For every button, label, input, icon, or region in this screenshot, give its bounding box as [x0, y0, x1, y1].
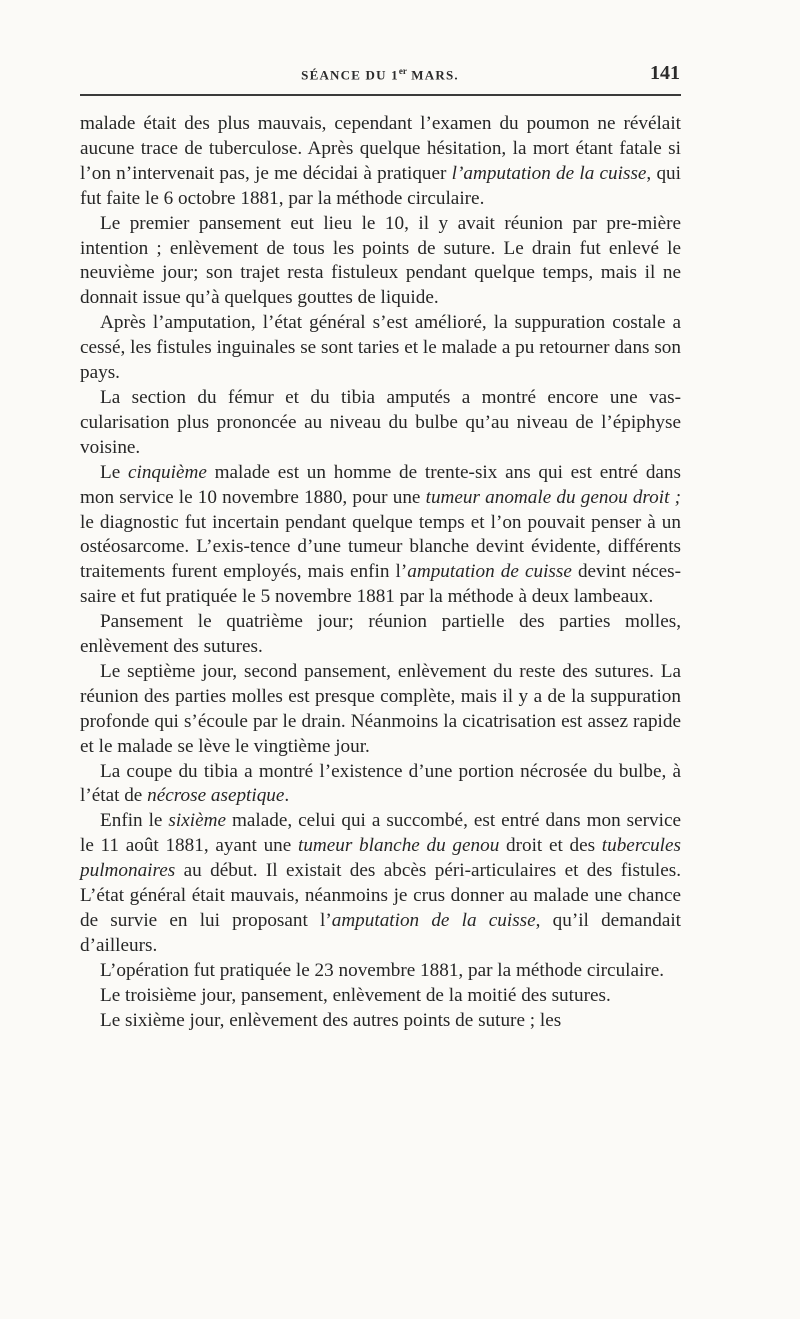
text-run: Le septième jour, second pansement, enlèvement du reste des sutures. La réunion des parties molles est presque complète, mais il y a de la suppuration profonde qui s’écoule par le drain. Néanmoins la cicatrisation est assez rapide et le malade se lève le vingtième jour. — [80, 660, 681, 757]
text-run: . — [284, 785, 290, 807]
text-run: L’opération fut pratiquée le 23 novembre 1881, par la méthode circulaire. — [100, 959, 665, 981]
paragraph — [80, 610, 681, 660]
text-run: Pansement le quatrième jour; réunion partielle des parties molles, enlèvement des sutures. — [80, 611, 681, 658]
italic-text: nécrose aseptique — [147, 785, 285, 807]
paragraph — [80, 1009, 681, 1034]
paragraph — [80, 809, 681, 958]
page-header — [80, 62, 680, 86]
text-run: droit et des — [499, 835, 602, 857]
paragraph — [80, 984, 681, 1009]
text-run: , qu’il demandait d’ailleurs. — [80, 910, 681, 956]
text-run: au début. Il existait des abcès péri-articulaires et des fistules. L’état général était mauvais, néanmoins je crus donner au malade une chance de survie en lui proposant l’ — [80, 860, 681, 931]
text-run: Le — [100, 461, 128, 483]
italic-text: sixième — [168, 810, 226, 832]
text-run: , qui fut faite le 6 octobre 1881, par la méthode circulaire. — [80, 162, 681, 209]
running-head — [80, 66, 680, 83]
text-run: Après l’amputation, l’état général s’est amélioré, la suppuration costale a cessé, les fistules inguinales se sont taries et le malade a pu retourner dans son pays. — [80, 312, 681, 384]
paragraph — [80, 311, 681, 386]
running-head-superscript: er — [398, 66, 407, 76]
paragraph — [80, 212, 681, 312]
paragraph — [80, 760, 681, 810]
text-run: Le premier pansement eut lieu le 10, il y avait réunion par pre-mière intention ; enlèvement de tous les points de suture. Le drain fut enlevé le neuvième jour; son trajet resta fistuleux pendant quelque temps, mais il ne donnait issue qu’à quelques gouttes de liquide. — [80, 212, 681, 309]
text-run: le diagnostic fut incertain pendant quelque temps et l’on pouvait penser à un ostéosarcome. L’exis-tence d’une tumeur blanche devint évidente, différents traitements furent employés, mais enfin l’ — [80, 511, 681, 583]
italic-text: tubercules pulmonaires — [80, 835, 681, 882]
paragraph — [80, 461, 681, 610]
italic-text: tumeur blanche du genou — [298, 835, 500, 857]
text-run: malade est un homme de trente-six ans qui est entré dans mon service le 10 novembre 1880, pour une — [80, 461, 681, 508]
paragraph — [80, 959, 681, 984]
page-number: 141 — [650, 62, 680, 84]
header-rule — [80, 94, 681, 96]
italic-text: l’amputation de la cuisse — [451, 162, 647, 184]
text-run: La coupe du tibia a montré l’existence d’une portion nécrosée du bulbe, à l’état de — [80, 760, 681, 807]
paragraph — [80, 660, 681, 760]
italic-text: amputation de cuisse — [407, 561, 572, 583]
text-run: Le sixième jour, enlèvement des autres points de suture ; les — [100, 1009, 562, 1031]
running-head-text: SÉANCE DU 1 — [301, 67, 399, 83]
text-run: malade, celui qui a succombé, est entré dans mon service le 11 août 1881, ayant une — [80, 810, 681, 857]
italic-text: amputation de la cuisse — [331, 910, 536, 931]
paragraph — [80, 386, 681, 461]
text-run: La section du fémur et du tibia amputés a montré encore une vas-cularisation plus prononcée au niveau du bulbe qu’au niveau de l’épiphyse voisine. — [80, 386, 681, 458]
text-run: malade était des plus mauvais, cependant l’examen du poumon ne révélait aucune trace de tuberculose. Après quelque hésitation, la mort étant fatale si l’on n’intervenait pas, je me décidai à pratiquer — [80, 113, 681, 184]
text-run: Enfin le — [100, 810, 169, 832]
body-text — [80, 112, 681, 1034]
running-head-text-end: MARS. — [406, 67, 459, 83]
text-run: Le troisième jour, pansement, enlèvement de la moitié des sutures. — [100, 984, 611, 1006]
paragraph — [80, 112, 681, 212]
italic-text: tumeur anomale du genou droit ; — [425, 486, 681, 508]
italic-text: cinquième — [127, 461, 207, 483]
text-run: devint néces-saire et fut pratiquée le 5 novembre 1881 par la méthode à deux lambeaux. — [80, 561, 682, 608]
